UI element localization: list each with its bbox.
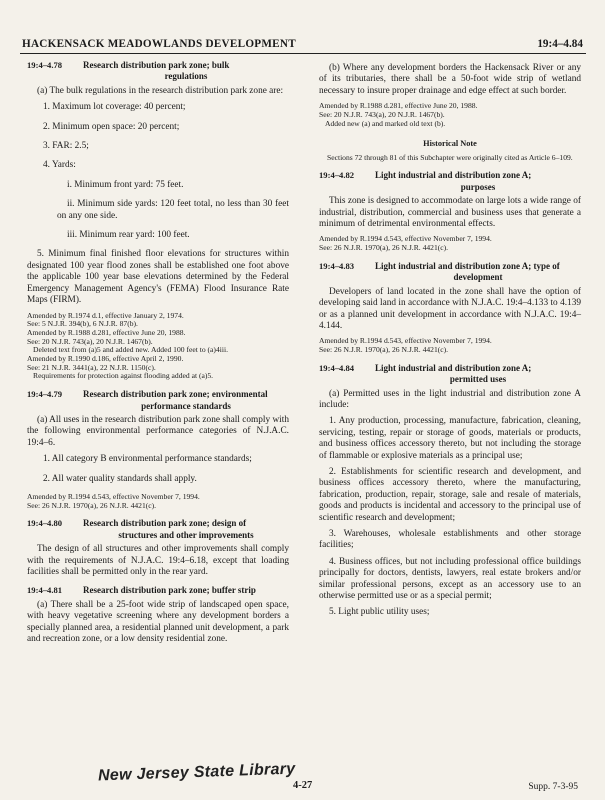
- section-title: Light industrial and distribution zone A; purposes: [375, 170, 532, 192]
- running-header-section: 19:4–4.84: [537, 38, 583, 50]
- section-4-81-continued: [319, 63, 581, 162]
- section-number: 19:4–4.81: [27, 585, 63, 596]
- section-number: 19:4–4.79: [27, 389, 63, 400]
- history-line: Requirements for protection against flooding added at (a)5.: [33, 371, 214, 381]
- historical-note-title: Historical Note: [423, 139, 477, 149]
- history-line: Amended by R.1974 d.1, effective January 2, 1974.: [27, 310, 184, 320]
- section-heading: [27, 518, 289, 541]
- list-item: 2. Minimum open space: 20 percent;: [43, 121, 180, 132]
- section-4-84: [319, 363, 581, 619]
- list-item: 5. Light public utility uses;: [329, 607, 430, 618]
- section-title: Research distribution park zone; buffer strip: [83, 585, 256, 596]
- section-title: Light industrial and distribution zone A; permitted uses: [375, 362, 532, 385]
- list-item: 3. Warehouses, wholesale establishments and other storage facilities;: [319, 529, 581, 551]
- section-4-81: [27, 585, 289, 645]
- history-line: Amended by R.1994 d.543, effective November 7, 1994.: [27, 491, 200, 501]
- history-notes: [27, 312, 289, 382]
- section-heading: [319, 261, 581, 284]
- history-notes: [319, 235, 581, 252]
- page-number: 4-27: [293, 780, 313, 791]
- section-heading: [27, 585, 289, 596]
- history-line: Amended by R.1990 d.186, effective April 2, 1990.: [27, 354, 184, 364]
- paragraph: (a) All uses in the research distribution park zone shall comply with the following environmental performance categories of N.J.A.C. 19:4–6.: [27, 414, 289, 448]
- right-column: [319, 60, 581, 626]
- section-number: 19:4–4.84: [319, 362, 355, 373]
- historical-note-body: Sections 72 through 81 of this Subchapter were originally cited as Article 6–109.: [327, 152, 573, 162]
- section-heading: [27, 389, 289, 412]
- paragraph: (a) There shall be a 25-foot wide strip of landscaped open space, with heavy vegetative screening where any development borders a specially planned area, a residential planned unit development, a park and recreation zone, or a low density residential zone.: [27, 599, 289, 645]
- paragraph: This zone is designed to accommodate on large lots a wide range of industrial, distribution, commercial and business uses that generate a minimum of detrimental environmental effects.: [319, 196, 581, 230]
- list-item: 2. All water quality standards shall apply.: [43, 473, 197, 484]
- sub-item: i. Minimum front yard: 75 feet.: [67, 179, 184, 190]
- sub-item: iii. Minimum rear yard: 100 feet.: [67, 230, 190, 241]
- history-line: See: 26 N.J.R. 1970(a), 26 N.J.R. 4421(c).: [319, 345, 449, 355]
- list-item: 5. Minimum final finished floor elevations for structures within designated 100 year flood zones shall be established one foot above the applicable 100 year base elevations determined by the Federal Emergency Management Agency's (FEMA) Flood Insurance Rate Maps (FIRM).: [27, 249, 289, 306]
- sub-item: ii. Minimum side yards: 120 feet total, no less than 30 feet on any one side.: [57, 199, 289, 221]
- library-stamp: New Jersey State Library: [97, 760, 296, 785]
- history-line: Amended by R.1994 d.543, effective November 7, 1994.: [319, 234, 492, 244]
- section-4-83: [319, 261, 581, 355]
- list-item: 4. Business offices, but not including professional office buildings principally for doctors, dentists, lawyers, real estate brokers and/or similar professional persons, except as an accessory use to an otherwise permitted use or as a special permit;: [319, 556, 581, 602]
- paragraph: (b) Where any development borders the Hackensack River or any of its tributaries, there shall be a 50-foot wide strip of wetland necessary to insure proper drainage and edge effect at such border.: [319, 63, 581, 96]
- supplement-date: Supp. 7-3-95: [528, 782, 578, 792]
- history-notes: [319, 337, 581, 354]
- history-line: Amended by R.1994 d.543, effective November 7, 1994.: [319, 336, 492, 346]
- history-line: See: 26 N.J.R. 1970(a), 26 N.J.R. 4421(c).: [27, 500, 157, 510]
- history-notes: [27, 493, 289, 510]
- history-notes: [319, 102, 581, 128]
- history-line: See: 5 N.J.R. 394(b), 6 N.J.R. 87(b).: [27, 319, 138, 329]
- list-item: 1. Any production, processing, manufacture, fabrication, cleaning, servicing, testing, repair or storage of goods, materials or products, and business offices accessory thereto, but not including the storage of flammable or explosive materials as a principal use;: [319, 416, 581, 461]
- list-item: 3. FAR: 2.5;: [43, 141, 89, 152]
- section-heading: [27, 60, 289, 83]
- history-line: Deleted text from (a)5 and added new. Added 100 feet to (a)4iii.: [33, 345, 228, 355]
- section-4-79: [27, 389, 289, 510]
- section-4-80: [27, 518, 289, 578]
- section-heading: [319, 363, 581, 386]
- history-line: See: 21 N.J.R. 3441(a), 22 N.J.R. 1150(c).: [27, 362, 156, 372]
- section-heading: [319, 170, 581, 193]
- list-item: 1. All category B environmental performance standards;: [43, 454, 252, 465]
- section-number: 19:4–4.80: [27, 518, 63, 529]
- history-line: See: 20 N.J.R. 743(a), 20 N.J.R. 1467(b).: [27, 336, 153, 346]
- paragraph: (a) Permitted uses in the light industrial and distribution zone A include:: [319, 388, 581, 410]
- paragraph: The design of all structures and other improvements shall comply with the requirements of N.J.A.C. 19:4–6.18, except that loading facilities shall be permitted only in the rear yard.: [27, 544, 289, 577]
- section-number: 19:4–4.83: [319, 260, 355, 271]
- list-item: 2. Establishments for scientific research and development, and business offices accessory thereto, where the manufacturing, fabrication, production, repair, storage, sale and resale of materials, goods and products is incidental and accessory to the principal use of scientific research and development;: [319, 466, 581, 523]
- section-number: 19:4–4.78: [27, 60, 63, 70]
- header-rule: [20, 53, 586, 54]
- paragraph: Developers of land located in the zone shall have the option of developing said land in accordance with N.J.A.C. 19:4–4.133 to 4.139 or as a planned unit development in accordance with N.J.A.C. 19:4–4.144.: [319, 286, 581, 331]
- history-line: See: 26 N.J.R. 1970(a), 26 N.J.R. 4421(c).: [319, 243, 449, 253]
- section-4-78: [27, 60, 289, 381]
- history-line: See: 20 N.J.R. 743(a), 20 N.J.R. 1467(b).: [319, 109, 445, 119]
- left-column: [27, 60, 289, 652]
- section-title: Research distribution park zone; environmental performance standards: [83, 389, 268, 411]
- section-title: Research distribution park zone; bulk regulations: [83, 60, 230, 82]
- running-header-title: HACKENSACK MEADOWLANDS DEVELOPMENT: [22, 38, 296, 50]
- history-line: Added new (a) and marked old text (b).: [325, 118, 446, 128]
- list-item: 1. Maximum lot coverage: 40 percent;: [43, 102, 186, 113]
- history-line: Amended by R.1988 d.281, effective June 20, 1988.: [27, 327, 186, 337]
- paragraph: (a) The bulk regulations in the research distribution park zone are:: [37, 85, 284, 96]
- section-4-82: [319, 170, 581, 252]
- section-title: Light industrial and distribution zone A; type of development: [375, 260, 560, 283]
- section-title: Research distribution park zone; design of structures and other improvements: [83, 518, 254, 540]
- section-number: 19:4–4.82: [319, 170, 355, 181]
- history-line: Amended by R.1988 d.281, effective June 20, 1988.: [319, 101, 478, 111]
- list-item: 4. Yards:: [43, 160, 76, 171]
